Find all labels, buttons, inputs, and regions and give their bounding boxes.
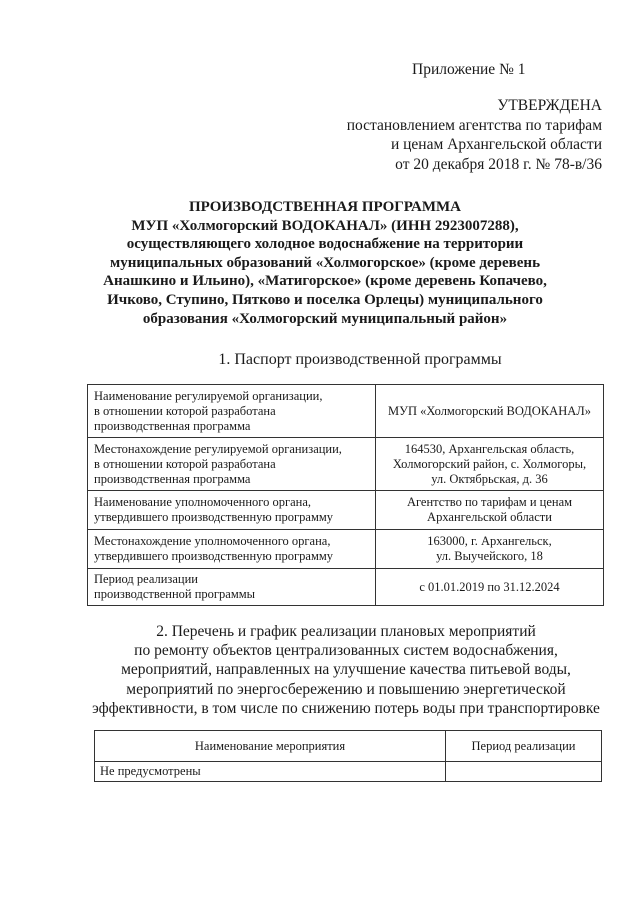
approval-line: постановлением агентства по тарифам — [346, 116, 602, 134]
table-row — [95, 762, 602, 782]
title-line: осуществляющего холодное водоснабжение на территории — [126, 236, 524, 253]
title-line: Ичково, Ступино, Пятково и поселка Орлецы) муниципального — [107, 291, 543, 308]
row-label: Местонахождение уполномоченного органа, утвердившего производственную программу — [88, 530, 376, 569]
table-row — [88, 530, 604, 569]
approval-heading: УТВЕРЖДЕНА — [497, 97, 602, 114]
row-value: 164530, Архангельская область, Холмогорский район, с. Холмогоры, ул. Октябрьская, д. 36 — [376, 438, 604, 491]
passport-table — [87, 384, 604, 606]
approval-date: от 20 декабря 2018 г. № 78-в/36 — [395, 155, 602, 173]
title-line: муниципальных образований «Холмогорское» (кроме деревень — [110, 254, 540, 271]
row-label: Наименование регулируемой организации, в отношении которой разработана производственная программа — [88, 385, 376, 438]
table-row — [88, 569, 604, 606]
title-line: Анашкино и Ильино), «Матигорское» (кроме деревень Копачево, — [103, 273, 547, 290]
table-row — [88, 491, 604, 530]
section-2-title — [86, 622, 606, 718]
row-label: Наименование уполномоченного органа, утвердившего производственную программу — [88, 491, 376, 530]
row-value: с 01.01.2019 по 31.12.2024 — [376, 569, 604, 606]
section-title-line: 2. Перечень и график реализации плановых мероприятий — [156, 623, 536, 640]
title-line: ПРОИЗВОДСТВЕННАЯ ПРОГРАММА — [188, 199, 461, 215]
approval-stamp — [340, 96, 602, 174]
table-row — [88, 385, 604, 438]
row-label: Местонахождение регулируемой организации, в отношении которой разработана производственная программа — [88, 438, 376, 491]
activities-table — [94, 730, 602, 782]
row-label: Период реализации производственной программы — [88, 569, 376, 606]
table-row — [88, 438, 604, 491]
column-header-name: Наименование мероприятия — [95, 731, 446, 762]
document-title — [68, 198, 582, 328]
appendix-number: Приложение № 1 — [412, 61, 526, 78]
section-title-line: мероприятий по энергосбережению и повышению энергетической — [126, 680, 566, 698]
title-line: образования «Холмогорский муниципальный район» — [142, 310, 508, 327]
approval-line: и ценам Архангельской области — [390, 136, 602, 153]
row-value: МУП «Холмогорский ВОДОКАНАЛ» — [376, 385, 604, 438]
table-header-row — [95, 731, 602, 762]
title-line: МУП «Холмогорский ВОДОКАНАЛ» (ИНН 2923007288), — [131, 217, 519, 234]
row-value: 163000, г. Архангельск, ул. Выучейского, 18 — [376, 530, 604, 569]
section-title-line: мероприятий, направленных на улучшение качества питьевой воды, — [121, 661, 571, 679]
row-value: Агентство по тарифам и ценам Архангельской области — [376, 491, 604, 530]
activity-period — [446, 762, 602, 782]
section-title-line: эффективности, в том числе по снижению потерь воды при транспортировке — [92, 699, 600, 717]
section-title-line: по ремонту объектов централизованных систем водоснабжения, — [134, 642, 558, 660]
column-header-period: Период реализации — [446, 731, 602, 762]
section-1-title: 1. Паспорт производственной программы — [218, 351, 502, 368]
activity-name: Не предусмотрены — [95, 762, 446, 782]
